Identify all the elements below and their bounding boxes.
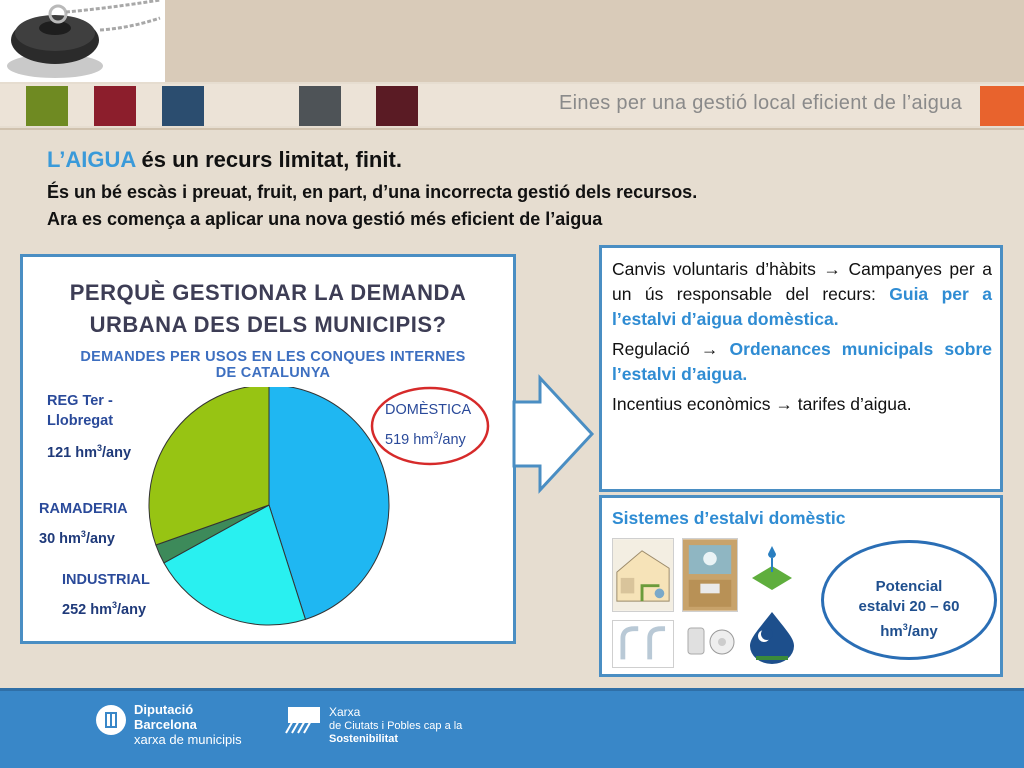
color-square-crimson — [94, 86, 136, 126]
pie-value-industrial: 252 $hm^3$/any — [62, 600, 147, 618]
footer-logo1-line-3: xarxa de municipis — [134, 732, 242, 747]
unit-suffix: /any — [117, 601, 147, 618]
unit-suffix: /any — [438, 431, 466, 448]
panel-title-line-1: PERQUÈ GESTIONAR LA DEMANDA — [69, 280, 467, 305]
xarxa-logo-icon — [282, 703, 324, 739]
pie-label-domestica: DOMÈSTICA — [385, 402, 472, 418]
guide-link[interactable]: Guia per a l’estalvi d’aigua domèstica. — [612, 284, 992, 329]
header-drain-stopper-image — [0, 0, 165, 82]
savings-line-2: estalvi 20 – 60 — [858, 598, 960, 615]
headline-accent: L’AIGUA — [47, 147, 136, 172]
measure-regulation-text: Regulació → — [612, 339, 730, 359]
diputacio-logo-icon — [96, 705, 126, 735]
measures-panel — [599, 245, 1003, 492]
header-band — [165, 0, 1024, 82]
footer-logo1-line-2: Barcelona — [134, 717, 197, 732]
drain-plug-icon — [0, 0, 165, 82]
headline — [47, 147, 402, 173]
pie-value-ramaderia: 30 $hm^3$/any — [39, 529, 115, 547]
pie-value-domestica-text: 519 hm — [385, 431, 434, 448]
savings-unit-tail: /any — [907, 623, 938, 640]
chart-title-line-1: DEMANDES PER USOS EN LES CONQUES INTERNES — [80, 349, 466, 365]
measure-voluntary-text: Canvis voluntaris d’hàbits → Campanyes per a un ús responsable del recurs: — [612, 259, 992, 304]
savings-line-1: Potencial — [875, 578, 943, 595]
color-square-gray — [299, 86, 341, 126]
chart-title-line-2: DE CATALUNYA — [215, 365, 331, 381]
night-drop-icon — [746, 606, 798, 666]
accent-tab — [980, 86, 1024, 126]
chart-title — [43, 349, 503, 381]
intro-line-2: Ara es comença a aplicar una nova gestió més eficient de l’aigua — [47, 209, 603, 229]
toilet-illustration — [682, 620, 738, 668]
pie-value-reg: 121 $hm^3$/any — [47, 443, 132, 461]
plant-drop-icon — [746, 538, 798, 598]
color-square-navy — [162, 86, 204, 126]
pie-label-reg-line-1: REG Ter - — [47, 393, 113, 409]
footer-logo2-line-3: Sostenibilitat — [329, 733, 399, 745]
pie-label-reg-line-2: Llobregat — [47, 413, 114, 429]
measure-regulation — [612, 337, 992, 387]
panel-title-line-2: URBANA DES DELS MUNICIPIS? — [89, 312, 447, 337]
pie-label-industrial: INDUSTRIAL — [62, 572, 150, 588]
unit-suffix: /any — [85, 530, 115, 547]
page-header-title: Eines per una gestió local eficient de l’aigua — [559, 92, 962, 114]
bathroom-illustration — [682, 538, 738, 612]
color-square-olive — [26, 86, 68, 126]
faucets-illustration — [612, 620, 674, 668]
measure-voluntary — [612, 257, 992, 332]
footer-logo2-line-1: Xarxa — [329, 705, 361, 719]
arrow-right-icon — [510, 374, 596, 494]
pie-chart — [147, 387, 397, 627]
savings-unit: hm — [880, 623, 903, 640]
footer-logo2-line-2: de Ciutats i Pobles cap a la — [329, 720, 463, 732]
headline-rest: és un recurs limitat, finit. — [135, 147, 402, 172]
pie-label-reg — [47, 391, 113, 431]
domestica-highlight-ellipse — [369, 385, 491, 467]
footer — [0, 688, 1024, 768]
savings-systems-panel — [599, 495, 1003, 677]
pie-value-reg-text: 121 hm — [47, 444, 97, 461]
savings-systems-title: Sistemes d’estalvi domèstic — [612, 508, 846, 528]
demand-chart-panel — [20, 254, 516, 644]
savings-line-3: $hm^3$/any — [880, 622, 938, 640]
divider — [0, 128, 1024, 130]
pie-label-ramaderia: RAMADERIA — [39, 501, 128, 517]
ordinances-link[interactable]: Ordenances municipals sobre l’estalvi d’aigua. — [612, 339, 992, 384]
savings-potential-badge — [821, 540, 997, 660]
pie-value-domestica: 519 $hm^3$/any — [385, 430, 466, 448]
color-square-maroon — [376, 86, 418, 126]
house-water-illustration — [612, 538, 674, 612]
unit-suffix: /any — [102, 444, 132, 461]
measure-incentives: Incentius econòmics → tarifes d’aigua. — [612, 394, 912, 414]
pie-value-industrial-text: 252 hm — [62, 601, 112, 618]
intro-line-1: És un bé escàs i preuat, fruit, en part, d’una incorrecta gestió dels recursos. — [47, 182, 698, 202]
footer-logo1-line-1: Diputació — [134, 702, 194, 717]
pie-value-ramaderia-text: 30 hm — [39, 530, 81, 547]
panel-title — [23, 277, 513, 341]
